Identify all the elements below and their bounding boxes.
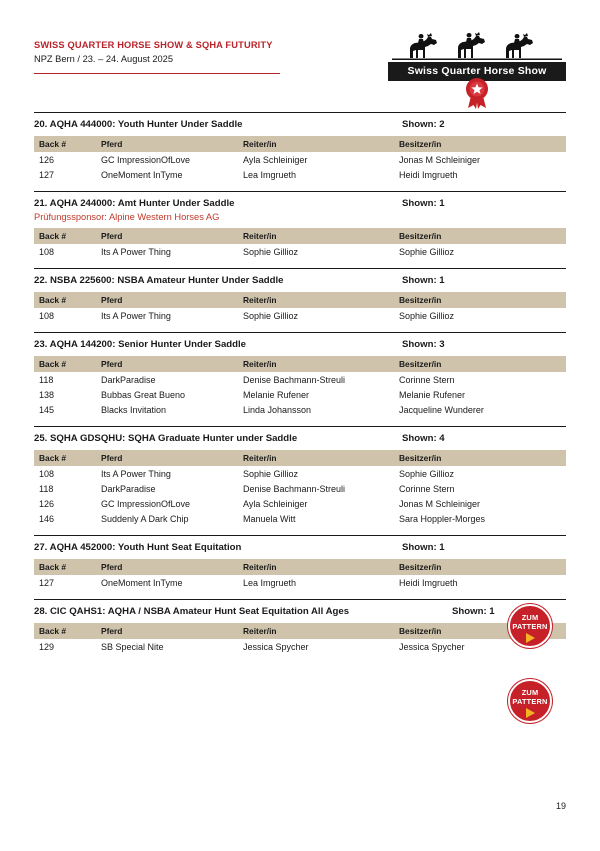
class-block xyxy=(34,332,566,417)
entries-table xyxy=(34,559,566,590)
col-rider: Reiter/in xyxy=(238,623,394,639)
zum-pattern-badge[interactable] xyxy=(508,679,552,723)
class-header xyxy=(34,332,566,350)
class-header xyxy=(34,599,566,617)
cell-rider: Linda Johansson xyxy=(243,404,312,415)
cell-horse: Suddenly A Dark Chip xyxy=(101,513,189,524)
cell-horse: SB Special Nite xyxy=(101,641,164,652)
class-block xyxy=(34,535,566,590)
cell-owner: Corinne Stern xyxy=(399,374,455,385)
cell-horse: Its A Power Thing xyxy=(101,246,171,257)
col-horse: Pferd xyxy=(96,356,238,372)
table-row xyxy=(34,372,566,387)
cell-back: 127 xyxy=(39,169,55,180)
entries-table xyxy=(34,450,566,526)
col-back: Back # xyxy=(34,136,96,152)
rosette-icon xyxy=(457,76,497,115)
table-row xyxy=(34,308,566,323)
cell-owner: Jonas M Schleiniger xyxy=(399,154,481,165)
table-row xyxy=(34,481,566,496)
col-back: Back # xyxy=(34,623,96,639)
col-owner: Besitzer/in xyxy=(394,559,566,575)
col-back: Back # xyxy=(34,450,96,466)
cell-rider: Denise Bachmann-Streuli xyxy=(243,483,346,494)
zum-pattern-line1: ZUM xyxy=(521,613,539,622)
class-header xyxy=(34,535,566,553)
cell-horse: Its A Power Thing xyxy=(101,310,171,321)
table-header-row xyxy=(34,450,566,466)
cell-owner: Heidi Imgrueth xyxy=(399,169,458,180)
zum-pattern-line1: ZUM xyxy=(521,688,539,697)
col-horse: Pferd xyxy=(96,623,238,639)
cell-rider: Lea Imgrueth xyxy=(243,169,297,180)
class-shown-count: Shown: 1 xyxy=(402,198,445,209)
class-block xyxy=(34,191,566,259)
arrow-right-icon xyxy=(526,708,535,718)
class-list xyxy=(34,112,566,654)
cell-back: 129 xyxy=(39,641,55,652)
class-block xyxy=(34,426,566,526)
table-row xyxy=(34,511,566,526)
class-shown-count: Shown: 2 xyxy=(402,119,445,130)
horse-silhouettes-icon xyxy=(388,30,566,60)
col-back: Back # xyxy=(34,228,96,244)
header-text-block xyxy=(34,28,280,74)
entries-table xyxy=(34,623,566,654)
cell-back: 126 xyxy=(39,154,55,165)
cell-owner: Sara Hoppler-Morges xyxy=(399,513,486,524)
table-row xyxy=(34,466,566,481)
table-row xyxy=(34,167,566,182)
table-row xyxy=(34,639,566,654)
page-header xyxy=(34,28,566,100)
table-row xyxy=(34,496,566,511)
class-shown-count: Shown: 3 xyxy=(402,339,445,350)
class-shown-count: Shown: 4 xyxy=(402,433,445,444)
cell-rider: Lea Imgrueth xyxy=(243,577,297,588)
cell-horse: DarkParadise xyxy=(101,483,156,494)
table-row xyxy=(34,152,566,167)
show-subtitle: NPZ Bern / 23. – 24. August 2025 xyxy=(34,54,174,64)
col-owner: Besitzer/in xyxy=(394,356,566,372)
col-owner: Besitzer/in xyxy=(394,623,566,639)
cell-horse: GC ImpressionOfLove xyxy=(101,154,191,165)
cell-owner: Jacqueline Wunderer xyxy=(399,404,484,415)
cell-horse: OneMoment InTyme xyxy=(101,577,183,588)
entries-table xyxy=(34,228,566,259)
class-title: 20. AQHA 444000: Youth Hunter Under Saddle xyxy=(34,119,243,130)
col-rider: Reiter/in xyxy=(238,292,394,308)
col-back: Back # xyxy=(34,559,96,575)
class-header xyxy=(34,112,566,130)
cell-owner: Sophie Gillioz xyxy=(399,468,455,479)
show-title: SWISS QUARTER HORSE SHOW & SQHA FUTURITY xyxy=(34,40,273,50)
cell-horse: DarkParadise xyxy=(101,374,156,385)
table-row xyxy=(34,575,566,590)
class-shown-count: Shown: 1 xyxy=(402,542,445,553)
cell-owner: Heidi Imgrueth xyxy=(399,577,458,588)
cell-horse: GC ImpressionOfLove xyxy=(101,498,191,509)
col-owner: Besitzer/in xyxy=(394,292,566,308)
class-header xyxy=(34,426,566,444)
cell-owner: Corinne Stern xyxy=(399,483,455,494)
cell-back: 108 xyxy=(39,310,55,321)
page-number: 19 xyxy=(555,801,566,811)
event-logo xyxy=(388,28,566,81)
cell-owner: Melanie Rufener xyxy=(399,389,466,400)
table-header-row xyxy=(34,292,566,308)
class-title: 27. AQHA 452000: Youth Hunt Seat Equitation xyxy=(34,542,242,553)
class-title: 22. NSBA 225600: NSBA Amateur Hunter Under Saddle xyxy=(34,275,284,286)
table-header-row xyxy=(34,136,566,152)
cell-owner: Jonas M Schleiniger xyxy=(399,498,481,509)
cell-back: 127 xyxy=(39,577,55,588)
class-title: 23. AQHA 144200: Senior Hunter Under Saddle xyxy=(34,339,247,350)
col-rider: Reiter/in xyxy=(238,356,394,372)
table-header-row xyxy=(34,559,566,575)
col-horse: Pferd xyxy=(96,450,238,466)
zum-pattern-badge[interactable] xyxy=(508,604,552,648)
logo-wordmark: Swiss Quarter Horse Show xyxy=(388,62,566,81)
cell-owner: Sophie Gillioz xyxy=(399,246,455,257)
col-horse: Pferd xyxy=(96,228,238,244)
cell-horse: Bubbas Great Bueno xyxy=(101,389,186,400)
class-header xyxy=(34,191,566,209)
cell-rider: Jessica Spycher xyxy=(243,641,309,652)
entries-table xyxy=(34,136,566,182)
class-block xyxy=(34,268,566,323)
class-block xyxy=(34,112,566,182)
zum-pattern-line2: PATTERN xyxy=(512,696,548,706)
cell-rider: Manuela Witt xyxy=(243,513,296,524)
class-title: 28. CIC QAHS1: AQHA / NSBA Amateur Hunt Seat Equitation All Ages xyxy=(34,606,350,617)
header-divider xyxy=(34,73,280,74)
arrow-right-icon xyxy=(526,633,535,643)
table-header-row xyxy=(34,623,566,639)
cell-owner: Sophie Gillioz xyxy=(399,310,455,321)
table-row xyxy=(34,387,566,402)
cell-back: 146 xyxy=(39,513,55,524)
entries-table xyxy=(34,292,566,323)
table-row xyxy=(34,244,566,259)
cell-rider: Sophie Gillioz xyxy=(243,246,299,257)
col-back: Back # xyxy=(34,292,96,308)
cell-rider: Denise Bachmann-Streuli xyxy=(243,374,346,385)
cell-rider: Sophie Gillioz xyxy=(243,468,299,479)
cell-back: 145 xyxy=(39,404,55,415)
table-header-row xyxy=(34,228,566,244)
col-horse: Pferd xyxy=(96,136,238,152)
cell-back: 118 xyxy=(39,374,54,385)
table-header-row xyxy=(34,356,566,372)
cell-back: 126 xyxy=(39,498,55,509)
entries-table xyxy=(34,356,566,417)
cell-horse: OneMoment InTyme xyxy=(101,169,183,180)
cell-rider: Ayla Schleiniger xyxy=(243,498,308,509)
cell-back: 138 xyxy=(39,389,55,400)
col-horse: Pferd xyxy=(96,292,238,308)
class-header xyxy=(34,268,566,286)
cell-rider: Sophie Gillioz xyxy=(243,310,299,321)
cell-back: 118 xyxy=(39,483,54,494)
col-owner: Besitzer/in xyxy=(394,450,566,466)
col-owner: Besitzer/in xyxy=(394,136,566,152)
class-title: 25. SQHA GDSQHU: SQHA Graduate Hunter under Saddle xyxy=(34,433,298,444)
col-horse: Pferd xyxy=(96,559,238,575)
class-block xyxy=(34,599,566,654)
class-title: 21. AQHA 244000: Amt Hunter Under Saddle xyxy=(34,198,235,209)
col-rider: Reiter/in xyxy=(238,559,394,575)
cell-back: 108 xyxy=(39,246,55,257)
col-owner: Besitzer/in xyxy=(394,228,566,244)
zum-pattern-line2: PATTERN xyxy=(512,621,548,631)
table-row xyxy=(34,402,566,417)
col-rider: Reiter/in xyxy=(238,450,394,466)
cell-rider: Melanie Rufener xyxy=(243,389,310,400)
col-rider: Reiter/in xyxy=(238,228,394,244)
cell-owner: Jessica Spycher xyxy=(399,641,465,652)
class-sponsor: Prüfungssponsor: Alpine Western Horses AG xyxy=(34,212,220,222)
col-back: Back # xyxy=(34,356,96,372)
class-shown-count: Shown: 1 xyxy=(402,275,445,286)
cell-rider: Ayla Schleiniger xyxy=(243,154,308,165)
cell-horse: Blacks Invitation xyxy=(101,404,167,415)
cell-horse: Its A Power Thing xyxy=(101,468,171,479)
cell-back: 108 xyxy=(39,468,55,479)
col-rider: Reiter/in xyxy=(238,136,394,152)
class-shown-count: Shown: 1 xyxy=(452,606,495,617)
